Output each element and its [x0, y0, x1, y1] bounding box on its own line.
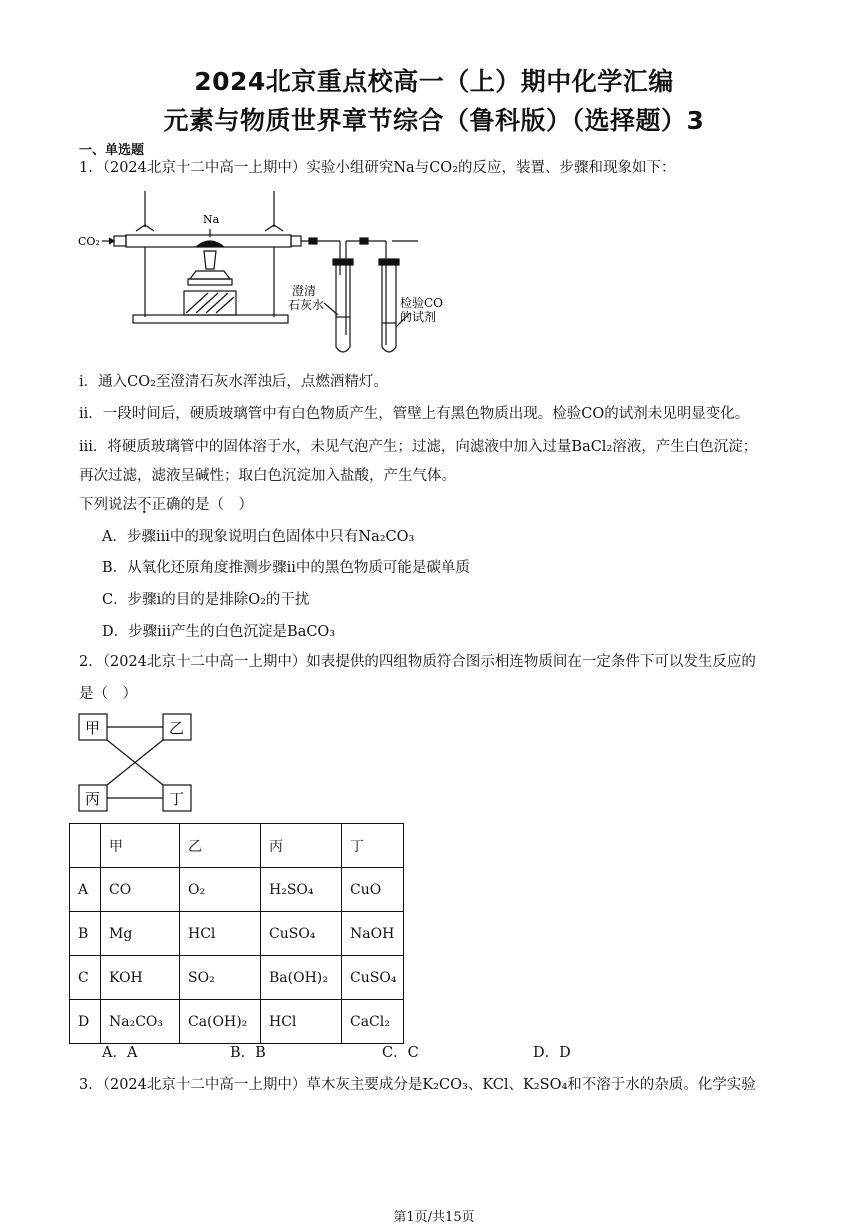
table-cell: Mg	[101, 912, 180, 956]
table-cell: CuO	[342, 868, 404, 912]
q2-option-a[interactable]: A．A	[102, 1045, 138, 1061]
table-header-cell: 丙	[261, 824, 342, 868]
label-na: Na	[203, 213, 220, 226]
table-cell: H₂SO₄	[261, 868, 342, 912]
table-cell: CuSO₄	[342, 956, 404, 1000]
diagram-ding: 丁	[169, 790, 185, 808]
q1-stem: 1．（2024北京十二中高一上期中）实验小组研究Na与CO₂的反应，装置、步骤和现象如下：	[79, 160, 676, 176]
q1-prompt-emphasis: 不	[137, 497, 152, 513]
q2-options-table	[69, 823, 404, 1044]
table-row	[70, 868, 404, 912]
q2-option-b[interactable]: B．B	[230, 1045, 266, 1061]
table-cell: B	[70, 912, 101, 956]
table-cell: CuSO₄	[261, 912, 342, 956]
table-row	[70, 1000, 404, 1044]
q1-prompt-part-a: 下列说法	[79, 497, 137, 513]
table-cell: CaCl₂	[342, 1000, 404, 1044]
table-header-row	[70, 824, 404, 868]
diagram-bing: 丙	[85, 790, 101, 808]
q1-option-c[interactable]: C．步骤i的目的是排除O₂的干扰	[102, 592, 310, 608]
table-cell: SO₂	[180, 956, 261, 1000]
table-cell: NaOH	[342, 912, 404, 956]
q2-stem-line1: 2．（2024北京十二中高一上期中）如表提供的四组物质符合图示相连物质间在一定条件下可以发生反应的	[79, 654, 756, 670]
table-cell: Ca(OH)₂	[180, 1000, 261, 1044]
diagram-jia: 甲	[85, 719, 101, 737]
label-limewater-1: 澄清	[292, 284, 317, 298]
q1-step-iii-line2: 再次过滤，滤液呈碱性；取白色沉淀加入盐酸，产生气体。	[79, 468, 456, 484]
title-line-1: 2024北京重点校高一（上）期中化学汇编	[194, 67, 674, 96]
title-line-2: 元素与物质世界章节综合（鲁科版）（选择题）3	[163, 106, 705, 135]
table-cell: Na₂CO₃	[101, 1000, 180, 1044]
table-row	[70, 912, 404, 956]
table-cell: D	[70, 1000, 101, 1044]
label-reagent-1: 检验CO	[400, 296, 444, 310]
diagram-yi: 乙	[169, 719, 185, 737]
q1-option-b[interactable]: B．从氧化还原角度推测步骤ii中的黑色物质可能是碳单质	[102, 560, 470, 576]
table-cell: C	[70, 956, 101, 1000]
page-footer: 第1页/共15页	[393, 1210, 475, 1225]
q3-stem: 3．（2024北京十二中高一上期中）草木灰主要成分是K₂CO₃、KCl、K₂SO₄和不溶于水的杂质。化学实验	[79, 1077, 756, 1093]
q1-prompt	[79, 495, 253, 515]
table-cell: CO	[101, 868, 180, 912]
table-cell: HCl	[261, 1000, 342, 1044]
table-row	[70, 956, 404, 1000]
table-cell: O₂	[180, 868, 261, 912]
q2-option-d[interactable]: D．D	[533, 1045, 571, 1061]
table-cell: A	[70, 868, 101, 912]
table-header-cell: 乙	[180, 824, 261, 868]
table-header-cell: 甲	[101, 824, 180, 868]
q1-option-d[interactable]: D．步骤iii产生的白色沉淀是BaCO₃	[102, 624, 336, 640]
label-limewater-2: 石灰水	[288, 298, 325, 312]
q1-step-i: i．通入CO₂至澄清石灰水浑浊后，点燃酒精灯。	[79, 374, 388, 390]
table-cell: KOH	[101, 956, 180, 1000]
table-cell: HCl	[180, 912, 261, 956]
table-header-cell	[70, 824, 101, 868]
table-header-cell: 丁	[342, 824, 404, 868]
q2-relation-diagram	[78, 712, 196, 816]
table-cell: Ba(OH)₂	[261, 956, 342, 1000]
q1-step-ii: ii．一段时间后，硬质玻璃管中有白色物质产生，管壁上有黑色物质出现。检验CO的试剂未见明显变化。	[79, 406, 750, 422]
q1-option-a[interactable]: A．步骤iii中的现象说明白色固体中只有Na₂CO₃	[102, 529, 415, 545]
q2-stem-line2: 是（ ）	[79, 686, 137, 702]
q1-prompt-part-c: 正确的是（ ）	[151, 497, 253, 513]
section-heading: 一、单选题	[79, 143, 145, 158]
q2-option-c[interactable]: C．C	[382, 1045, 419, 1061]
q1-apparatus-figure	[78, 185, 444, 360]
label-reagent-2: 的试剂	[400, 310, 437, 324]
label-co2: CO₂	[78, 235, 100, 248]
q1-step-iii-line1: iii．将硬质玻璃管中的固体溶于水，未见气泡产生；过滤，向滤液中加入过量BaCl₂溶液，产生白色沉淀；	[79, 439, 758, 455]
